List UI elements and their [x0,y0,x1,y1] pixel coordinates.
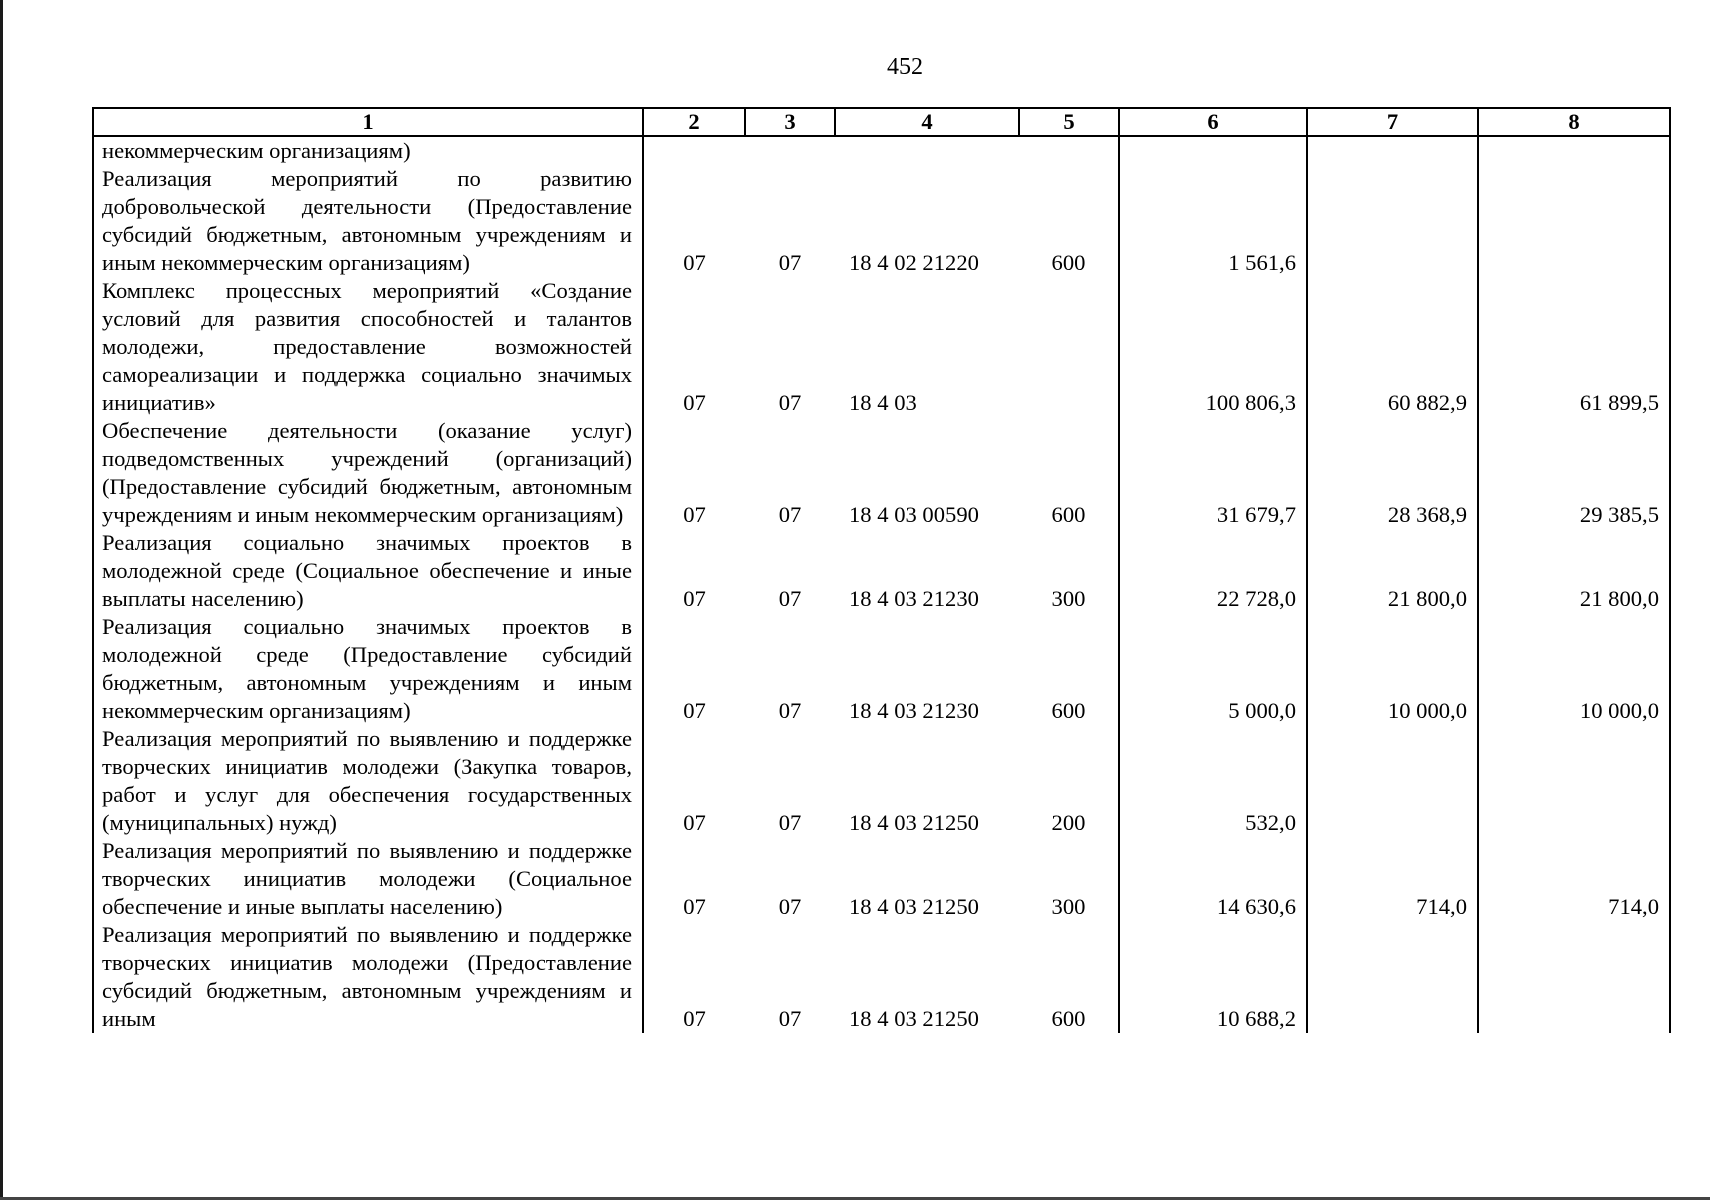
row-amount-1: 10 688,2 [1119,921,1307,1033]
row-amount-1: 31 679,7 [1119,417,1307,529]
row-amount-2 [1307,921,1478,1033]
row-expense-type: 300 [1051,894,1086,919]
table-row [93,165,1670,277]
row-section: 07 [683,250,706,275]
row-subsection: 07 [778,250,802,275]
row-expense-type: 600 [1051,1006,1086,1031]
header-col-1: 1 [93,108,643,136]
header-col-4: 4 [835,108,1019,136]
header-col-6: 6 [1119,108,1307,136]
row-amount-1 [1119,136,1307,165]
row-target-article: 18 4 03 21250 [849,894,979,919]
row-section: 07 [683,390,706,415]
table-row [93,613,1670,725]
header-col-3: 3 [745,108,835,136]
header-col-2: 2 [643,108,745,136]
table-row [93,277,1670,417]
table-row [93,725,1670,837]
row-amount-2: 28 368,9 [1307,417,1478,529]
row-amount-3 [1478,136,1670,165]
row-target-article: 18 4 03 [849,390,917,415]
row-subsection: 07 [778,586,802,611]
row-amount-2 [1307,725,1478,837]
table-row [93,136,1670,165]
row-amount-3: 714,0 [1478,837,1670,921]
row-description: Реализация социально значимых проектов в молодежной среде (Социальное обеспечение и иные выплаты населению) [93,529,643,613]
row-expense-type [1019,277,1119,417]
row-amount-1: 1 561,6 [1119,165,1307,277]
row-target-article: 18 4 02 21220 [849,250,979,275]
row-description: Комплекс процессных мероприятий «Создание условий для развития способностей и талантов молодежи, предоставление возможностей самореализации и поддержка социально значимых инициатив» [93,277,643,417]
table-row [93,529,1670,613]
row-section: 07 [683,502,706,527]
budget-table [92,107,1671,1033]
row-amount-2 [1307,136,1478,165]
row-description: некоммерческим организациям) [93,136,643,165]
row-amount-3 [1478,165,1670,277]
row-target-article: 18 4 03 21230 [849,698,979,723]
row-expense-type: 200 [1051,810,1086,835]
row-amount-3: 29 385,5 [1478,417,1670,529]
table-row [93,417,1670,529]
row-expense-type: 300 [1051,586,1086,611]
row-amount-2: 714,0 [1307,837,1478,921]
row-description: Реализация мероприятий по выявлению и поддержке творческих инициатив молодежи (Предоставление субсидий бюджетным, автономным учреждениям и иным [93,921,643,1033]
row-amount-2: 60 882,9 [1307,277,1478,417]
table-row [93,921,1670,1033]
row-target-article: 18 4 03 21250 [849,1006,979,1031]
row-amount-2 [1307,165,1478,277]
header-col-7: 7 [1307,108,1478,136]
row-target-article: 18 4 03 00590 [849,502,979,527]
row-amount-3 [1478,921,1670,1033]
row-subsection: 07 [778,698,802,723]
row-amount-1: 5 000,0 [1119,613,1307,725]
header-row [93,108,1670,136]
row-amount-1: 532,0 [1119,725,1307,837]
row-description: Реализация мероприятий по развитию добровольческой деятельности (Предоставление субсидий бюджетным, автономным учреждениям и иным некоммерческим организациям) [93,165,643,277]
header-col-8: 8 [1478,108,1670,136]
row-expense-type: 600 [1051,698,1086,723]
row-description: Обеспечение деятельности (оказание услуг) подведомственных учреждений (организаций) (Предоставление субсидий бюджетным, автономным учреждениям и иным некоммерческим организациям) [93,417,643,529]
row-expense-type: 600 [1051,250,1086,275]
row-subsection: 07 [778,1006,802,1031]
row-amount-3: 61 899,5 [1478,277,1670,417]
row-section: 07 [683,894,706,919]
row-amount-3 [1478,725,1670,837]
row-amount-1: 14 630,6 [1119,837,1307,921]
row-expense-type [1019,136,1119,165]
row-section: 07 [683,1006,706,1031]
page-number: 452 [887,54,923,80]
table-row [93,837,1670,921]
row-description: Реализация мероприятий по выявлению и поддержке творческих инициатив молодежи (Закупка товаров, работ и услуг для обеспечения государственных (муниципальных) нужд) [93,725,643,837]
row-subsection: 07 [778,894,802,919]
row-target-article: 18 4 03 21230 [849,586,979,611]
row-section: 07 [683,586,706,611]
row-subsection: 07 [778,502,802,527]
row-section: 07 [683,698,706,723]
row-section: 07 [683,810,706,835]
row-amount-2: 21 800,0 [1307,529,1478,613]
row-target-article: 18 4 03 21250 [849,810,979,835]
row-subsection: 07 [778,810,802,835]
row-amount-1: 22 728,0 [1119,529,1307,613]
row-amount-1: 100 806,3 [1119,277,1307,417]
scan-left-edge [0,0,3,1200]
header-col-5: 5 [1019,108,1119,136]
row-amount-3: 21 800,0 [1478,529,1670,613]
budget-table-frame [92,107,1669,1104]
row-subsection: 07 [778,390,802,415]
row-description: Реализация социально значимых проектов в молодежной среде (Предоставление субсидий бюджетным, автономным учреждениям и иным некоммерческим организациям) [93,613,643,725]
row-amount-2: 10 000,0 [1307,613,1478,725]
row-section [643,136,745,165]
row-expense-type: 600 [1051,502,1086,527]
row-description: Реализация мероприятий по выявлению и поддержке творческих инициатив молодежи (Социальное обеспечение и иные выплаты населению) [93,837,643,921]
row-subsection [745,136,835,165]
row-target-article [835,136,1019,165]
row-amount-3: 10 000,0 [1478,613,1670,725]
